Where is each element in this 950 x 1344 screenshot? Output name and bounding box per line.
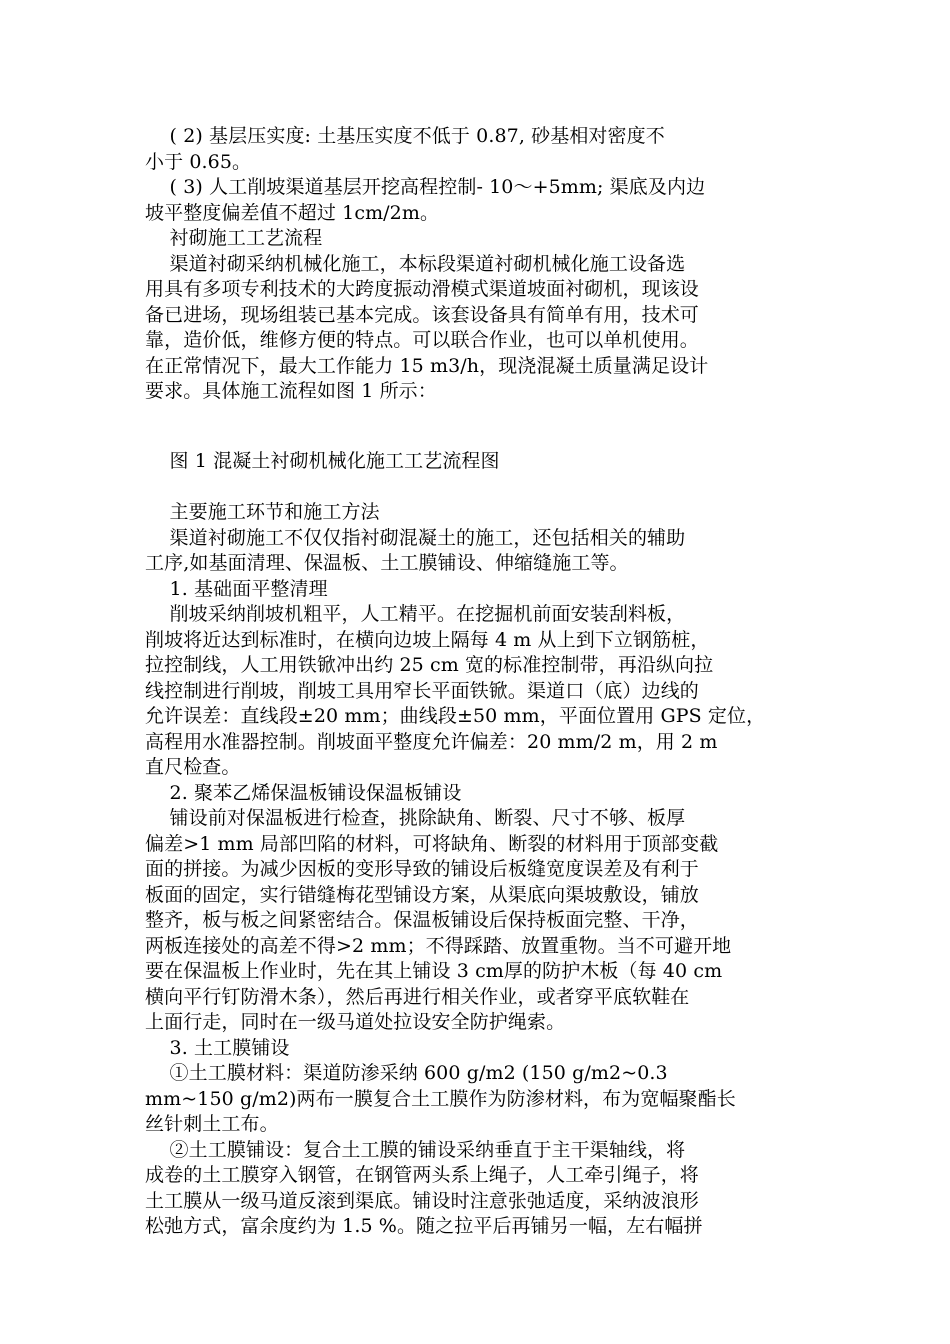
text-line: mm~150 g/m2)两布一膜复合土工膜作为防渗材料，布为宽幅聚酯长 — [145, 1087, 736, 1110]
text-line: 坡平整度偏差值不超过 1cm/2m。 — [145, 201, 440, 224]
text-line: 要在保温板上作业时，先在其上铺设 3 cm厚的防护木板（每 40 cm — [145, 960, 723, 982]
text-line: 图 1 混凝土衬砌机械化施工工艺流程图 — [145, 450, 500, 472]
text-line: 工序,如基面清理、保温板、土工膜铺设、伸缩缝施工等。 — [145, 552, 629, 574]
text-line: ( 3) 人工削坡渠道基层开挖高程控制- 10～+5mm; 渠底及内边 — [145, 176, 706, 198]
text-line: 横向平行钉防滑木条），然后再进行相关作业，或者穿平底软鞋在 — [145, 985, 690, 1008]
text-line: ①土工膜材料：渠道防渗采纳 600 g/m2 (150 g/m2~0.3 — [145, 1062, 668, 1084]
text-line: 丝针刺土工布。 — [145, 1113, 279, 1135]
text-line: 衬砌施工工艺流程 — [145, 227, 323, 249]
text-line: 两板连接处的高差不得>2 mm；不得踩踏、放置重物。当不可避开地 — [145, 934, 732, 957]
text-line: 渠道衬砌采纳机械化施工，本标段渠道衬砌机械化施工设备选 — [145, 252, 686, 275]
text-line: 削坡采纳削坡机粗平，人工精平。在挖掘机前面安装刮料板， — [145, 603, 686, 625]
text-block-flow — [145, 124, 805, 405]
text-line: 面的拼接。为减少因板的变形导致的铺设后板缝宽度误差及有利于 — [145, 858, 699, 880]
text-block-methods — [145, 500, 805, 1240]
text-line: 板面的固定，实行错缝梅花型铺设方案，从渠底向渠坡敷设，铺放 — [145, 883, 699, 906]
text-line: 土工膜从一级马道反滚到渠底。铺设时注意张弛适度，采纳波浪形 — [145, 1189, 699, 1212]
text-line: 用具有多项专利技术的大跨度振动滑模式渠道坡面衬砌机，现该设 — [145, 278, 699, 300]
text-line: 在正常情况下，最大工作能力 15 m3/h，现浇混凝土质量满足设计 — [145, 354, 709, 377]
figure-caption — [145, 449, 805, 475]
text-line: ②土工膜铺设：复合土工膜的铺设采纳垂直于主干渠轴线，将 — [145, 1138, 686, 1161]
text-line: 直尺检查。 — [145, 756, 241, 778]
text-line: 1. 基础面平整清理 — [145, 577, 328, 600]
text-line: 允许误差：直线段±20 mm；曲线段±50 mm，平面位置用 GPS 定位， — [145, 705, 766, 727]
text-line: 3. 土工膜铺设 — [145, 1036, 290, 1059]
text-line: 小于 0.65。 — [145, 150, 252, 173]
text-line: 松弛方式，富余度约为 1.5 %。随之拉平后再铺另一幅，左右幅拼 — [145, 1215, 703, 1237]
text-line: 高程用水准器控制。削坡面平整度允许偏差：20 mm/2 m，用 2 m — [145, 730, 718, 753]
text-line: 靠，造价低，维修方便的特点。可以联合作业，也可以单机使用。 — [145, 329, 699, 351]
text-line: 偏差>1 mm 局部凹陷的材料，可将缺角、断裂的材料用于顶部变截 — [145, 832, 719, 855]
text-line: 2. 聚苯乙烯保温板铺设保温板铺设 — [145, 781, 462, 804]
text-line: 备已进场，现场组装已基本完成。该套设备具有简单有用，技术可 — [145, 303, 699, 326]
text-line: 渠道衬砌施工不仅仅指衬砌混凝土的施工，还包括相关的辅助 — [145, 526, 686, 549]
text-line: 主要施工环节和施工方法 — [145, 501, 380, 523]
text-line: 拉控制线，人工用铁锨冲出约 25 cm 宽的标准控制带，再沿纵向拉 — [145, 654, 714, 676]
text-line: 线控制进行削坡，削坡工具用窄长平面铁锨。渠道口（底）边线的 — [145, 679, 699, 702]
text-line: 要求。具体施工流程如图 1 所示： — [145, 380, 437, 402]
text-line: ( 2) 基层压实度: 土基压实度不低于 0.87, 砂基相对密度不 — [145, 125, 665, 147]
text-line: 削坡将近达到标准时，在横向边坡上隔每 4 m 从上到下立钢筋桩， — [145, 628, 710, 651]
text-line: 成卷的土工膜穿入钢管，在钢管两头系上绳子，人工牵引绳子，将 — [145, 1164, 699, 1186]
text-line: 整齐，板与板之间紧密结合。保温板铺设后保持板面完整、干净， — [145, 909, 699, 931]
text-line: 上面行走，同时在一级马道处拉设安全防护绳索。 — [145, 1011, 566, 1033]
text-line: 铺设前对保温板进行检查，挑除缺角、断裂、尺寸不够、板厚 — [145, 807, 686, 829]
